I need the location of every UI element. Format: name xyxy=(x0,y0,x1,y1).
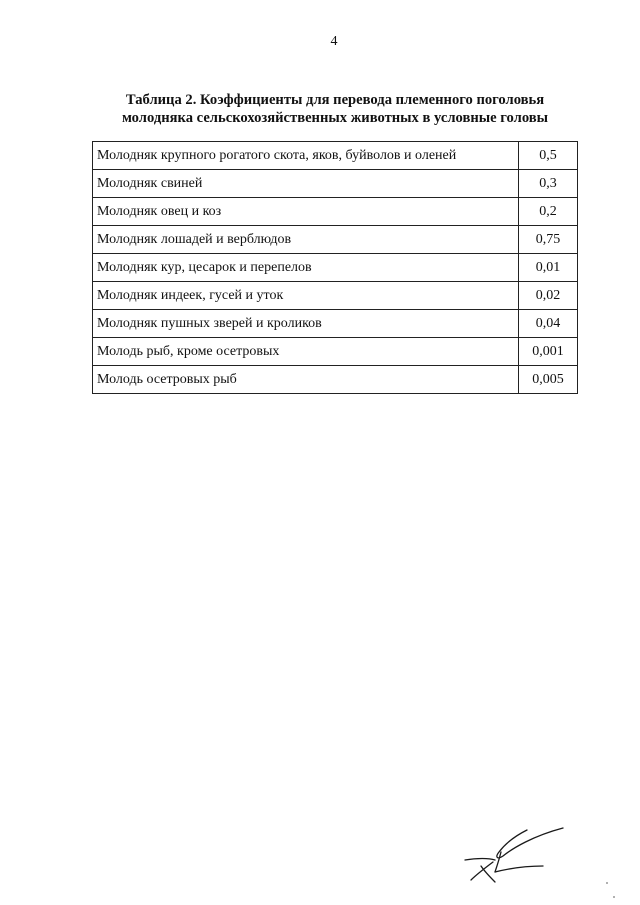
coefficient-cell: 0,5 xyxy=(519,142,578,170)
coefficient-cell: 0,02 xyxy=(519,282,578,310)
animal-group-cell: Молодь рыб, кроме осетровых xyxy=(93,338,519,366)
animal-group-cell: Молодь осетровых рыб xyxy=(93,366,519,394)
table-row xyxy=(93,198,578,226)
coefficient-cell: 0,001 xyxy=(519,338,578,366)
table-title xyxy=(92,91,578,127)
coefficient-cell: 0,75 xyxy=(519,226,578,254)
coefficient-cell: 0,2 xyxy=(519,198,578,226)
coefficient-cell: 0,005 xyxy=(519,366,578,394)
table-row xyxy=(93,338,578,366)
handwritten-signature xyxy=(455,822,575,892)
table-row xyxy=(93,366,578,394)
page-number: 4 xyxy=(330,34,338,49)
animal-group-cell: Молодняк свиней xyxy=(93,170,519,198)
table-row xyxy=(93,226,578,254)
table-title-line-1: Таблица 2. Коэффициенты для перевода племенного поголовья xyxy=(125,92,545,108)
scan-speck xyxy=(606,882,608,884)
table-row xyxy=(93,254,578,282)
table-row xyxy=(93,170,578,198)
animal-group-cell: Молодняк овец и коз xyxy=(93,198,519,226)
coefficient-cell: 0,01 xyxy=(519,254,578,282)
table-row xyxy=(93,142,578,170)
animal-group-cell: Молодняк крупного рогатого скота, яков, буйволов и оленей xyxy=(93,142,519,170)
animal-group-cell: Молодняк пушных зверей и кроликов xyxy=(93,310,519,338)
coefficient-cell: 0,04 xyxy=(519,310,578,338)
table-title-line-2: молодняка сельскохозяйственных животных в условные головы xyxy=(121,110,549,126)
animal-group-cell: Молодняк лошадей и верблюдов xyxy=(93,226,519,254)
table-row xyxy=(93,310,578,338)
scan-speck xyxy=(613,896,615,898)
animal-group-cell: Молодняк индеек, гусей и уток xyxy=(93,282,519,310)
coefficients-table xyxy=(92,141,578,394)
table-row xyxy=(93,282,578,310)
coefficient-cell: 0,3 xyxy=(519,170,578,198)
animal-group-cell: Молодняк кур, цесарок и перепелов xyxy=(93,254,519,282)
